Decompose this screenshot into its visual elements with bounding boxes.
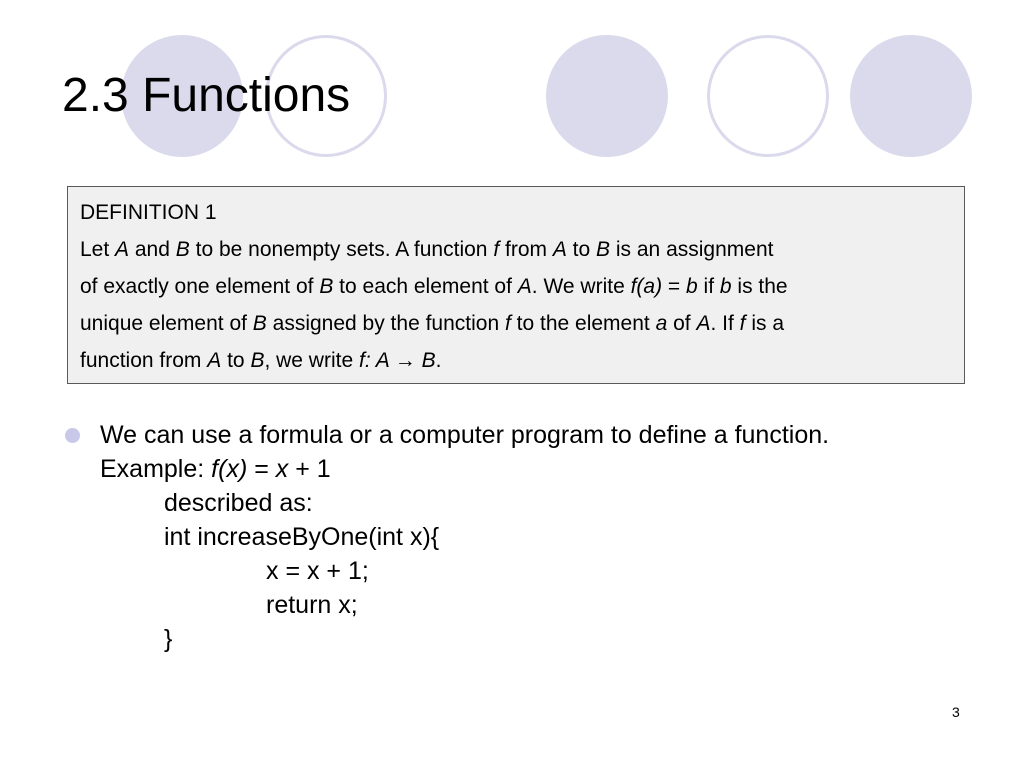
decor-circle-4 — [707, 35, 829, 157]
bullet-line-1: We can use a formula or a computer program to define a function. — [100, 421, 830, 449]
page-number: 3 — [952, 704, 960, 720]
definition-line-1: Let A and B to be nonempty sets. A function f from A to B is an assignment — [80, 238, 774, 261]
described-as-line: described as: — [164, 489, 313, 517]
definition-line-4: function from A to B, we write f: A → B. — [80, 349, 442, 372]
definition-heading: DEFINITION 1 — [80, 201, 217, 224]
decor-circle-5 — [850, 35, 972, 157]
bullet-dot-icon — [65, 428, 80, 443]
example-line: Example: f(x) = x + 1 — [100, 455, 331, 483]
code-line-1: int increaseByOne(int x){ — [164, 523, 440, 551]
code-line-2: x = x + 1; — [266, 557, 369, 585]
code-line-3: return x; — [266, 591, 358, 619]
definition-line-2: of exactly one element of B to each element of A. We write f(a) = b if b is the — [80, 275, 788, 298]
code-line-4: } — [164, 625, 173, 653]
bullet-text — [100, 418, 980, 656]
definition-line-3: unique element of B assigned by the function f to the element a of A. If f is a — [80, 312, 785, 335]
decor-circle-3 — [546, 35, 668, 157]
slide-title: 2.3 Functions — [62, 69, 351, 122]
definition-box — [67, 186, 965, 384]
